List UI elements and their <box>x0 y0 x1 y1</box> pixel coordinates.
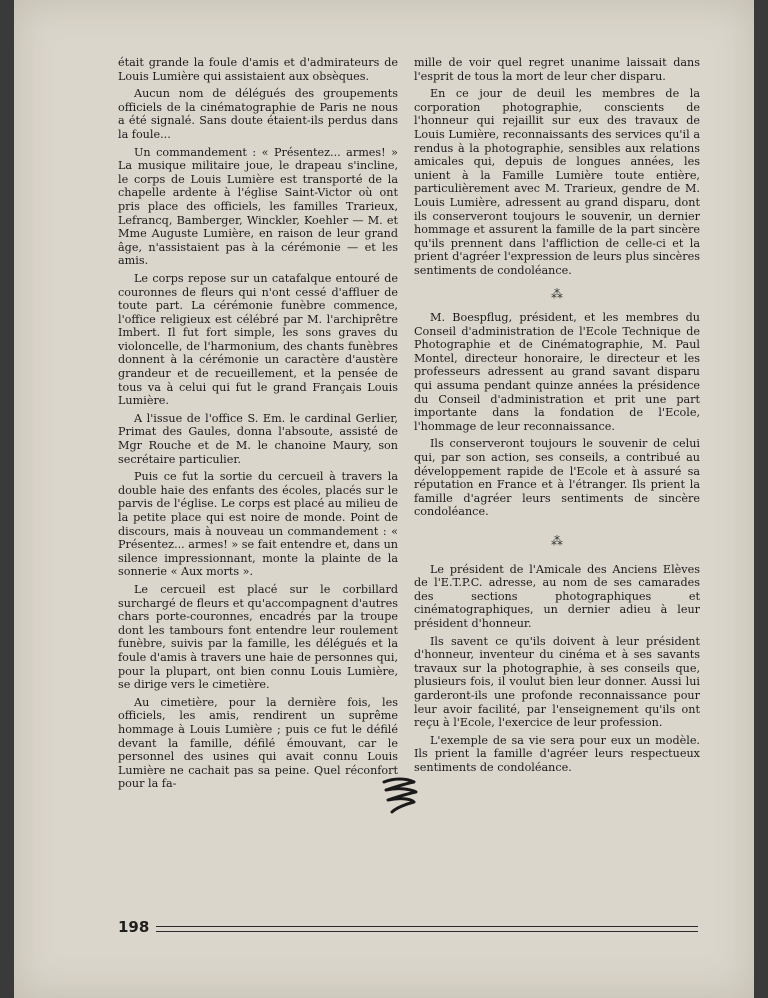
paragraph: était grande la foule d'amis et d'admirateurs de Louis Lumière qui assistaient aux obsèques. <box>118 56 398 83</box>
end-ornament-icon <box>380 776 420 820</box>
page-number: 198 <box>118 918 150 936</box>
paragraph: Ils conserveront toujours le souvenir de celui qui, par son action, ses conseils, a contribué au développement rapide de l'Ecole et à assuré sa réputation en France et à l'étranger. Ils prient la famille d'agréer leurs sentiments de sincère condoléance. <box>414 437 700 519</box>
paragraph: Aucun nom de délégués des groupements officiels de la cinématographie de Paris ne nous a été signalé. Sans doute étaient-ils perdus dans la foule... <box>118 87 398 141</box>
section-separator: ⁂ <box>551 286 563 301</box>
section-separator: ⁂ <box>551 534 563 548</box>
paragraph: mille de voir quel regret unanime laissait dans l'esprit de tous la mort de leur cher disparu. <box>414 56 700 83</box>
left-column <box>118 56 398 795</box>
paragraph: L'exemple de sa vie sera pour eux un modèle. Ils prient la famille d'agréer leurs respectueux sentiments de condoléance. <box>414 733 700 774</box>
paragraph: En ce jour de deuil les membres de la corporation photographie, conscients de l'honneur qui rejaillit sur eux des travaux de Louis Lumière, reconnaissants des services qu'il a rendus à la photographie, sensibles aux relations amicales qui, depuis de longues années, les unient à la Famille Lumière toute entière, particulièrement avec M. Trarieux, gendre de M. Louis Lumière, adressent au grand disparu, dont ils conserveront toujours le souvenir, un dernier hommage et assurent la famille de la part sincère qu'ils prennent dans l'affliction de celle-ci et la prient d'agréer l'expression de leurs plus sincères sentiments de condoléance. <box>414 87 700 277</box>
page-footer <box>118 918 698 938</box>
paragraph: Le président de l'Amicale des Anciens Elèves de l'E.T.P.C. adresse, au nom de ses camarades des sections photographiques et cinématographiques, un dernier adieu à leur président d'honneur. <box>414 562 700 630</box>
paragraph: Le cercueil est placé sur le corbillard surchargé de fleurs et qu'accompagnent d'autres chars porte-couronnes, encadrés par la troupe dont les tambours font entendre leur roulement funèbre, suivis par la famille, les délégués et la foule d'amis à travers une haie de personnes qui, pour la plupart, ont bien connu Louis Lumière, se dirige vers le cimetière. <box>118 582 398 692</box>
paragraph: Le corps repose sur un catafalque entouré de couronnes de fleurs qui n'ont cessé d'affluer de toute part. La cérémonie funèbre commence, l'office religieux est célébré par M. l'archiprêtre Imbert. Il fut fort simple, les sons graves du violoncelle, de l'harmonium, des chants funèbres donnent à la cérémonie un caractère d'austère grandeur et de recueillement, et la pensée de tous va à celui qui fut le grand Français Louis Lumière. <box>118 271 398 408</box>
paragraph: A l'issue de l'office S. Em. le cardinal Gerlier, Primat des Gaules, donna l'absoute, assisté de Mgr Rouche et de M. le chanoine Maury, son secrétaire particulier. <box>118 411 398 466</box>
paragraph: M. Boespflug, président, et les membres du Conseil d'administration de l'Ecole Technique de Photographie et de Cinématographie, M. Paul Montel, directeur honoraire, le directeur et les professeurs adressent au grand savant disparu qui assuma pendant quinze années la présidence du Conseil d'administration et prit une part importante dans la fondation de l'Ecole, l'hommage de leur reconnaissance. <box>414 311 700 433</box>
paragraph: Au cimetière, pour la dernière fois, les officiels, les amis, rendirent un suprême hommage à Louis Lumière ; puis ce fut le défilé devant la famille, défilé émouvant, car le personnel des usines qui avait connu Louis Lumière ne cachait pas sa peine. Quel réconfort pour la fa- <box>118 695 398 791</box>
page-sheet <box>14 0 754 998</box>
paragraph: Puis ce fut la sortie du cercueil à travers la double haie des enfants des écoles, placés sur le parvis de l'église. Le corps est placé au milieu de la petite place qui est noire de monde. Point de discours, mais à nouveau un commandement : « Présentez... armes! » se fait entendre et, dans un silence impressionnant, monte la plainte de la sonnerie « Aux morts ». <box>118 470 398 579</box>
right-column <box>414 56 700 779</box>
paragraph: Ils savent ce qu'ils doivent à leur président d'honneur, inventeur du cinéma et à ses savants travaux sur la photographie, à ses conseils que, plusieurs fois, il voulut bien leur donner. Aussi lui garderont-ils une profonde reconnaissance pour leur avoir facilité, par l'enseignement qu'ils ont reçu à l'Ecole, l'exercice de leur profession. <box>414 634 700 730</box>
paragraph: Un commandement : « Présentez... armes! » La musique militaire joue, le drapeau s'incline, le corps de Louis Lumière est transporté de la chapelle ardente à l'église Saint-Victor où ont pris place des officiels, les familles Trarieux, Lefrancq, Bamberger, Winckler, Koehler — M. et Mme Auguste Lumière, en raison de leur grand âge, n'assistaient pas à la cérémonie — et les amis. <box>118 145 398 268</box>
footer-rule <box>156 926 698 932</box>
